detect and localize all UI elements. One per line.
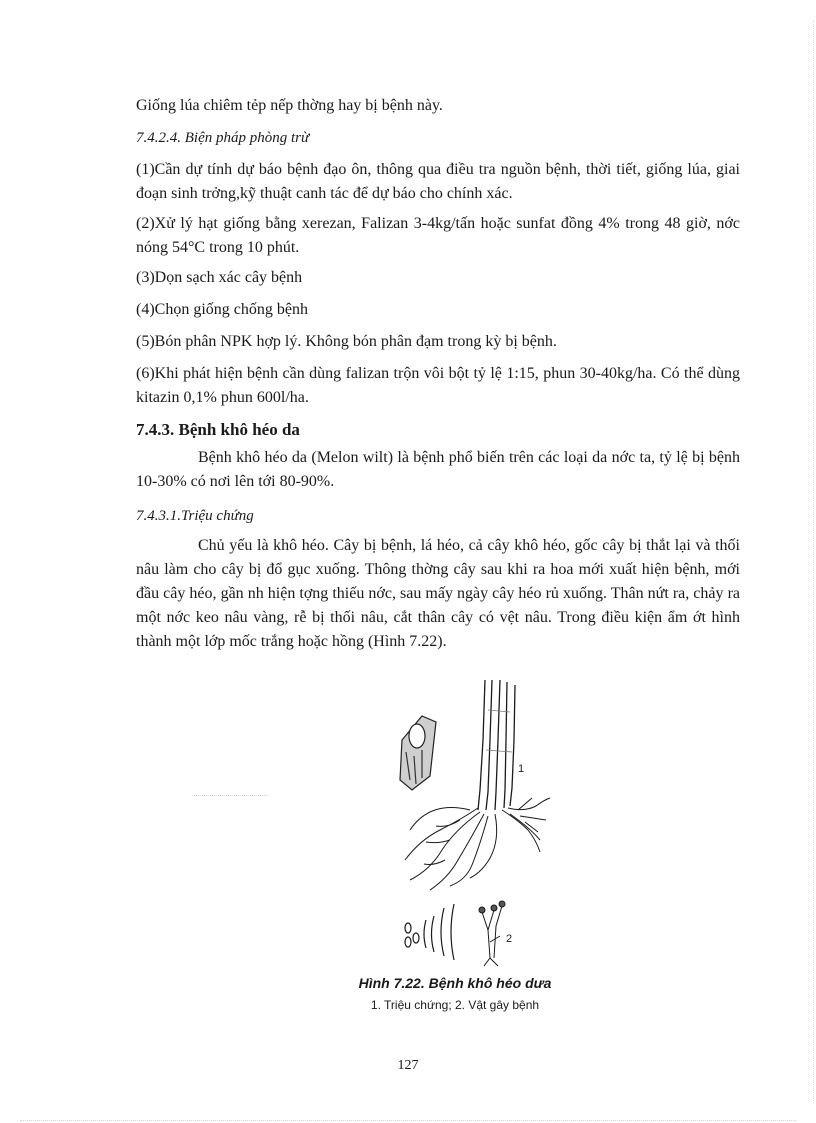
paragraph-melon-wilt: Bệnh khô héo da (Melon wilt) là bệnh phổ biến trên các loại da nớc ta, tỷ lệ bị bệnh 10-30% có nơi lên tới 80-90%.	[136, 449, 740, 490]
wilted-stem-drawing	[478, 680, 515, 810]
stem-cross-section-drawing	[400, 716, 436, 790]
figure-caption-title: Hình 7.22. Bệnh khô héo dưa	[358, 975, 552, 991]
paragraph-measure-2: (2)Xử lý hạt giống bằng xerezan, Falizan 3-4kg/tấn hoặc sunfat đồng 4% trong 48 giờ, nớc nóng 54°C trong 10 phút.	[136, 215, 740, 256]
page-number: 127	[397, 1058, 419, 1073]
paragraph-measure-1: (1)Cần dự tính dự báo bệnh đạo ôn, thông qua điều tra nguồn bệnh, thời tiết, giống lúa, giai đoạn sinh trởng,kỹ thuật canh tác để dự báo cho chính xác.	[136, 161, 740, 202]
page-border-right	[813, 20, 814, 1103]
paragraph-measure-4: (4)Chọn giống chống bệnh	[136, 301, 308, 318]
figure-label-2: 2	[506, 933, 513, 945]
figure-melon-wilt-illustration	[350, 680, 570, 970]
paragraph-symptoms: Chủ yếu là khô héo. Cây bị bệnh, lá héo, cả cây khô héo, gốc cây bị thắt lại và thối nâu làm cho cây bị đổ gục xuống. Thông thờng cây sau khi ra hoa mới xuất hiện bệnh, mới đầu cây héo, gần nh hiện tợng thiếu nớc, sau mấy ngày cây héo rủ xuống. Thân nứt ra, chảy ra một nớc keo nâu vàng, rễ bị thối nâu, cắt thân cây có vệt nâu. Trong điều kiện ẩm ớt hình thành một lớp mốc trắng hoặc hồng (Hình 7.22).	[136, 537, 740, 650]
pathogen-drawing	[479, 901, 505, 966]
spore-drawing	[405, 904, 454, 960]
paragraph-measure-5: (5)Bón phân NPK hợp lý. Không bón phân đạm trong kỳ bị bệnh.	[136, 333, 557, 350]
figure-label-1: 1	[518, 763, 525, 775]
paragraph-intro: Giống lúa chiêm tẻp nếp thờng hay bị bệnh này.	[136, 97, 443, 114]
scan-artifact	[192, 795, 267, 796]
heading-7-4-3-1: 7.4.3.1.Triệu chứng	[136, 508, 254, 524]
root-system-drawing	[405, 798, 550, 890]
heading-7-4-2-4: 7.4.2.4. Biện pháp phòng trừ	[136, 130, 310, 146]
figure-caption-subtitle: 1. Triệu chứng; 2. Vật gây bệnh	[370, 998, 540, 1012]
heading-7-4-3: 7.4.3. Bệnh khô héo da	[136, 420, 300, 439]
paragraph-measure-6: (6)Khi phát hiện bệnh cần dùng falizan trộn vôi bột tỷ lệ 1:15, phun 30-40kg/ha. Có thể dùng kitazin 0,1% phun 600l/ha.	[136, 365, 740, 406]
page-border-bottom	[20, 1120, 796, 1121]
paragraph-measure-3: (3)Dọn sạch xác cây bệnh	[136, 269, 303, 286]
